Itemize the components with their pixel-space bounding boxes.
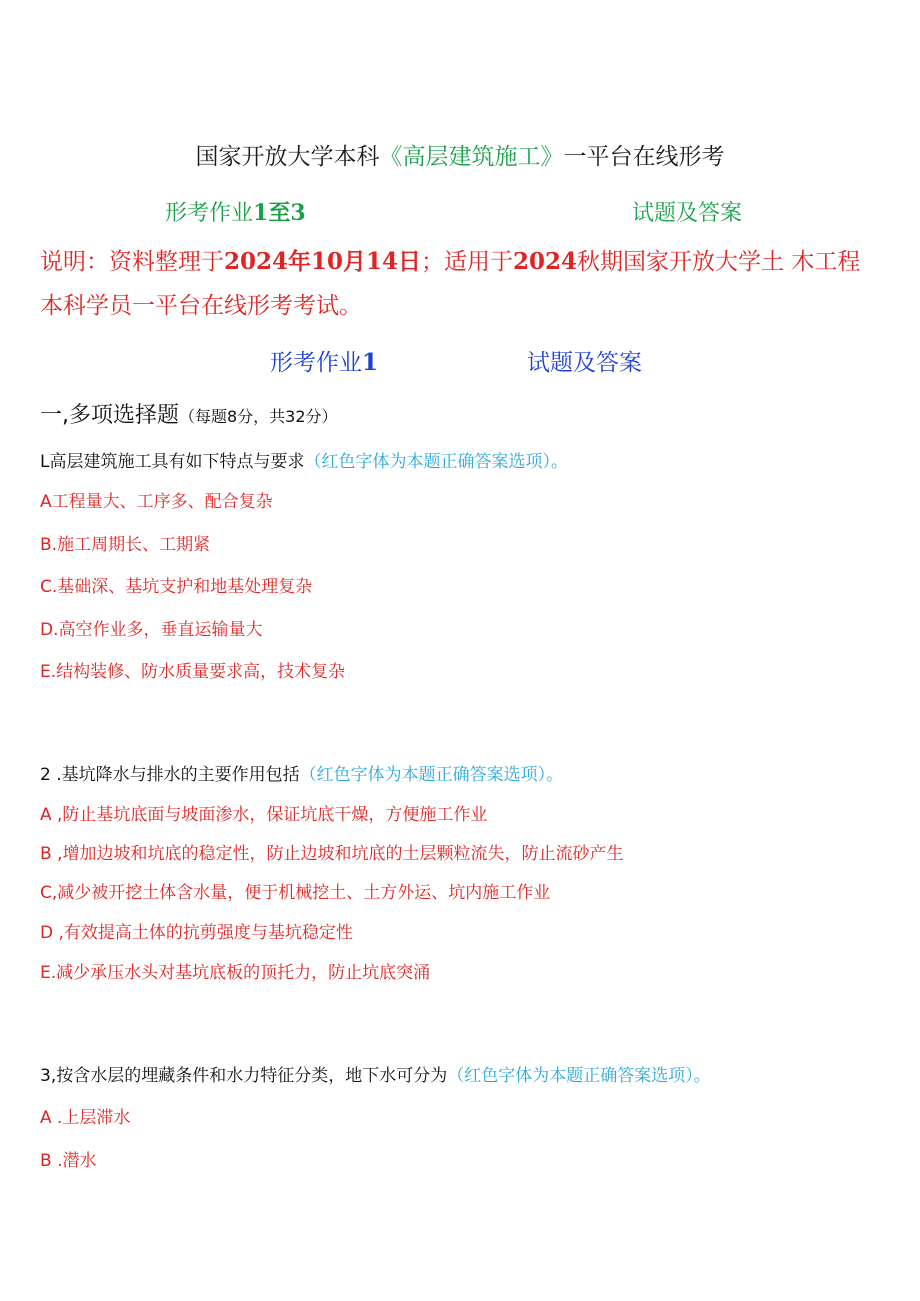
question-2-option-b: B ,增加边坡和坑底的稳定性，防止边坡和坑底的土层颗粒流失，防止流砂产生 xyxy=(40,844,624,864)
question-2 xyxy=(40,760,563,785)
question-stem: 3,按含水层的埋藏条件和水力特征分类，地下水可分为 xyxy=(40,1066,448,1086)
homework-label: 形考作业 xyxy=(270,350,362,376)
question-hint: （红色字体为本题正确答案选项）。 xyxy=(447,1066,711,1086)
subtitle-left xyxy=(165,196,306,227)
question-3-option-a: A .上层滞水 xyxy=(40,1108,131,1128)
note-part-1: 说明：资料整理于 xyxy=(40,249,224,275)
title-prefix: 国家开放大学本科 xyxy=(195,144,380,170)
subtitle-range: 1至3 xyxy=(253,200,306,226)
question-1 xyxy=(40,447,568,472)
question-1-option-e: E.结构装修、防水质量要求高，技术复杂 xyxy=(40,662,346,682)
question-3 xyxy=(40,1061,711,1086)
question-1-option-b: B.施工周期长、工期紧 xyxy=(40,535,211,555)
description-note xyxy=(40,240,880,328)
homework-answers-heading: 试题及答案 xyxy=(527,350,642,376)
question-stem: 2 .基坑降水与排水的主要作用包括 xyxy=(40,765,300,785)
question-3-option-b: B .潜水 xyxy=(40,1151,97,1171)
homework-number: 1 xyxy=(362,349,379,376)
note-year: 2024 xyxy=(513,248,578,275)
title-suffix: 一平台在线形考 xyxy=(563,144,725,170)
document-title xyxy=(0,138,920,171)
subtitle-prefix: 形考作业 xyxy=(165,201,254,226)
question-hint: （红色字体为本题正确答案选项）。 xyxy=(304,452,568,472)
question-2-option-d: D ,有效提高土体的抗剪强度与基坑稳定性 xyxy=(40,923,353,943)
section-title: 一,多项选择题 xyxy=(40,403,179,428)
question-1-option-a: A工程量大、工序多、配合复杂 xyxy=(40,492,273,512)
section-heading xyxy=(40,398,338,429)
homework-heading xyxy=(270,344,378,377)
note-part-2: ；适用于 xyxy=(421,249,514,275)
question-2-option-e: E.减少承压水头对基坑底板的顶托力，防止坑底突涌 xyxy=(40,963,431,983)
note-part-3: 秋期国家开放大学土 木工程本科学员一平台在线形考考试。 xyxy=(40,249,861,319)
question-hint: （红色字体为本题正确答案选项）。 xyxy=(299,765,564,785)
title-course: 《高层建筑施工》 xyxy=(379,144,564,170)
subtitle-right: 试题及答案 xyxy=(632,201,743,226)
section-meta: （每题8分，共32分） xyxy=(179,407,338,426)
question-stem: L高层建筑施工具有如下特点与要求 xyxy=(40,452,305,472)
note-date: 2024年10月14日 xyxy=(224,248,422,275)
question-1-option-d: D.高空作业多，垂直运输量大 xyxy=(40,620,263,640)
question-1-option-c: C.基础深、基坑支护和地基处理复杂 xyxy=(40,577,313,597)
question-2-option-c: C,减少被开挖土体含水量，便于机械挖土、土方外运、坑内施工作业 xyxy=(40,883,551,903)
question-2-option-a: A ,防止基坑底面与坡面渗水，保证坑底干燥，方便施工作业 xyxy=(40,805,488,825)
